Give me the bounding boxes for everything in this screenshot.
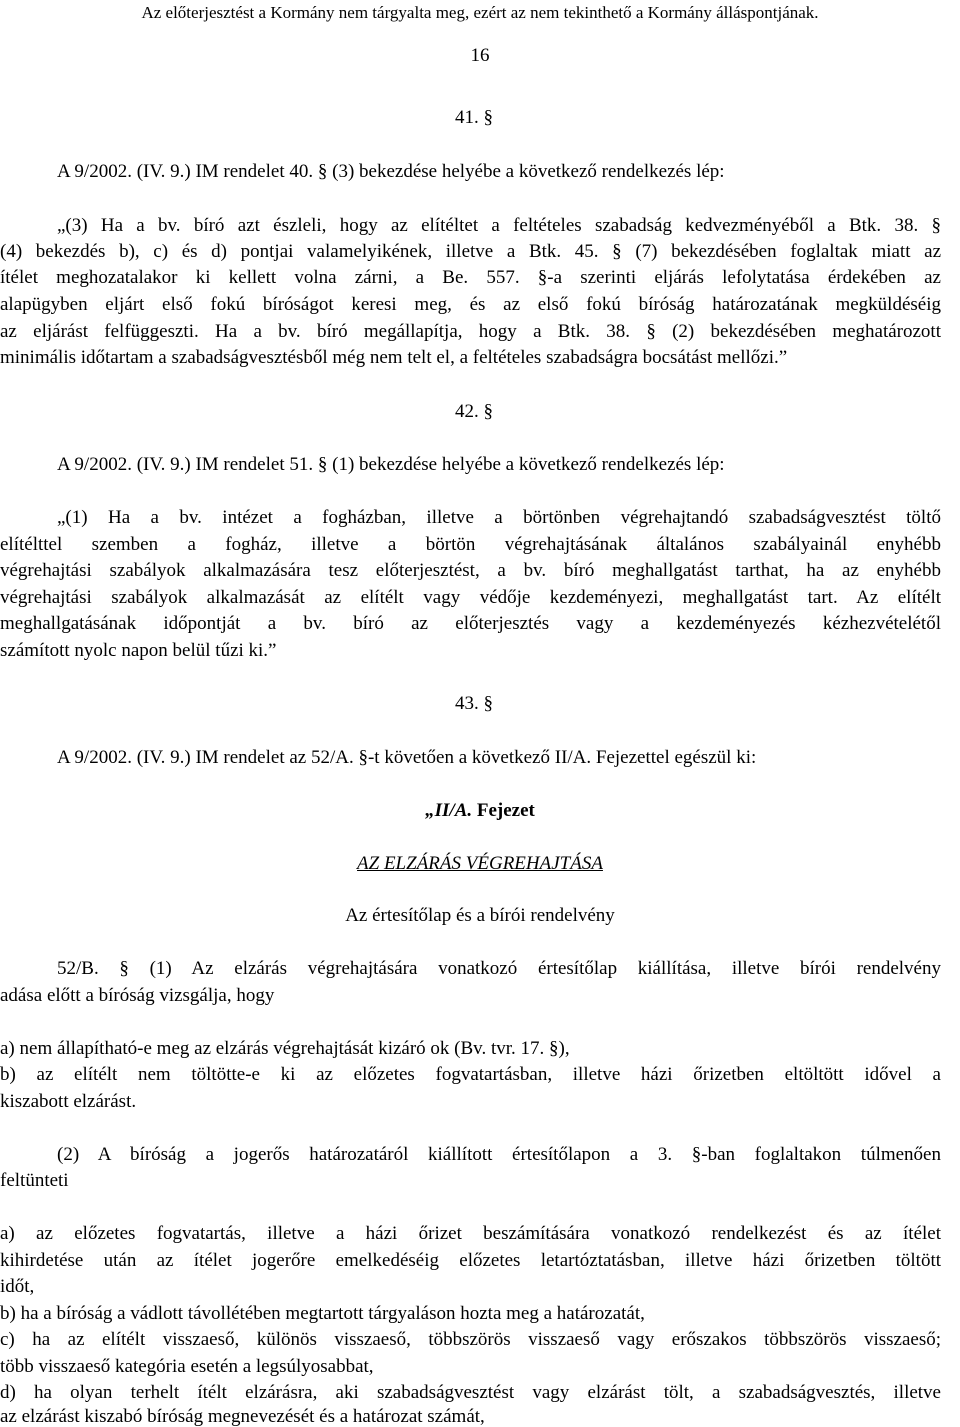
page-number: 16: [470, 45, 490, 66]
section-41-line: (4) bekezdés b), c) és d) pontjai valamelyikének, illetve a Btk. 45. § (7) bekezdésében foglaltak miatt az: [0, 241, 941, 262]
section-41-line: ítélet meghozatalakor ki kellett volna zárni, a Be. 557. §-a szerinti eljárás lefolytatása érdekében az: [0, 267, 941, 288]
list-item-52b-2: időt,: [0, 1276, 35, 1297]
list-item-52b-1: b) az elítélt nem töltötte-e ki az előzetes fogvatartásban, illetve házi őrizetben eltöltött idővel a: [0, 1064, 941, 1085]
section-42-line: végrehajtási szabályok alkalmazására tesz előterjesztést, a bv. bíró meghallgatást tarthat, ha az enyhébb: [0, 560, 941, 581]
section-heading-42: 42. §: [455, 401, 493, 422]
paragraph-52b-2-line: (2) A bíróság a jogerős határozatáról kiállított értesítőlapon a 3. §-ban foglaltakon túlmenően: [57, 1144, 941, 1165]
section-41-intro: A 9/2002. (IV. 9.) IM rendelet 40. § (3) bekezdése helyébe a következő rendelkezés lép:: [57, 161, 725, 182]
paragraph-52b-2-line: feltünteti: [0, 1170, 69, 1191]
section-41-line: az eljárást felfüggeszti. Ha a bv. bíró megállapítja, hogy a Btk. 38. § (2) bekezdésében meghatározott: [0, 321, 941, 342]
list-item-52b-1: a) nem állapítható-e meg az elzárás végrehajtását kizáró ok (Bv. tvr. 17. §),: [0, 1038, 570, 1059]
chapter-title: AZ ELZÁRÁS VÉGREHAJTÁSA: [357, 853, 603, 874]
chapter-word: Fejezet: [476, 800, 535, 821]
chapter-subtitle: Az értesítőlap és a bírói rendelvény: [345, 905, 615, 926]
chapter-heading: [0, 801, 960, 820]
section-42-line: végrehajtási szabályok alkalmazását az elítélt vagy védője kezdeményezi, meghallgatást tart. Az elítélt: [0, 587, 941, 608]
list-item-52b-1: kiszabott elzárást.: [0, 1091, 137, 1112]
list-item-52b-2: c) ha az elítélt visszaeső, különös visszaeső, többszörös visszaeső vagy erőszakos többszörös visszaeső;: [0, 1329, 941, 1350]
paragraph-52b-1-line: 52/B. § (1) Az elzárás végrehajtására vonatkozó értesítőlap kiállítása, illetve bírói rendelvény: [57, 958, 941, 979]
section-heading-43: 43. §: [455, 693, 493, 714]
list-item-52b-2: több visszaeső kategória esetén a legsúlyosabbat,: [0, 1356, 374, 1377]
section-41-line: minimális időtartam a szabadságvesztésből még nem telt el, a feltételes szabadságra bocsátást mellőzi.”: [0, 347, 788, 368]
list-item-52b-2: b) ha a bíróság a vádlott távollétében megtartott tárgyaláson hozta meg a határozatát,: [0, 1303, 645, 1324]
list-item-52b-2: d) ha olyan terhelt ítélt elzárásra, aki szabadságvesztést vagy elzárást tölt, a szabadságvesztés, illetve: [0, 1382, 941, 1403]
section-41-line: alapügyben eljárt első fokú bíróságot keresi meg, és az első fokú bíróság határozatának megküldéséig: [0, 294, 941, 315]
list-item-52b-2: az elzárást kiszabó bíróság megnevezését és a határozat számát,: [0, 1406, 485, 1427]
section-42-line: „(1) Ha a bv. intézet a fogházban, illetve a börtönben végrehajtandó szabadságvesztést töltő: [57, 507, 941, 528]
section-42-line: számított nyolc napon belül tűzi ki.”: [0, 640, 277, 661]
section-42-line: elítélttel szemben a fogház, illetve a börtön végrehajtásának általános szabályainál enyhébb: [0, 534, 941, 555]
paragraph-52b-1-line: adása előtt a bíróság vizsgálja, hogy: [0, 985, 275, 1006]
list-item-52b-2: kihirdetése után az ítélet jogerőre emelkedéséig előzetes letartóztatásban, illetve házi őrizetben töltött: [0, 1250, 941, 1271]
section-43-intro: A 9/2002. (IV. 9.) IM rendelet az 52/A. §-t követően a következő II/A. Fejezettel egészül ki:: [57, 747, 757, 768]
list-item-52b-2: a) az előzetes fogvatartás, illetve a házi őrizet beszámítására vonatkozó rendelkezést és az ítélet: [0, 1223, 941, 1244]
section-42-intro: A 9/2002. (IV. 9.) IM rendelet 51. § (1) bekezdése helyébe a következő rendelkezés lép:: [57, 454, 725, 475]
header-notice: Az előterjesztést a Kormány nem tárgyalta meg, ezért az nem tekinthető a Kormány álláspontjának.: [141, 3, 819, 22]
chapter-prefix: „II/A.: [425, 800, 473, 821]
section-42-line: meghallgatásának időpontját a bv. bíró az előterjesztés vagy a kezdeményezés kézhezvételétől: [0, 613, 941, 634]
section-41-line: „(3) Ha a bv. bíró azt észleli, hogy az elítéltet a feltételes szabadság kedvezményéből a Btk. 38. §: [57, 215, 941, 236]
section-heading-41: 41. §: [455, 107, 493, 128]
